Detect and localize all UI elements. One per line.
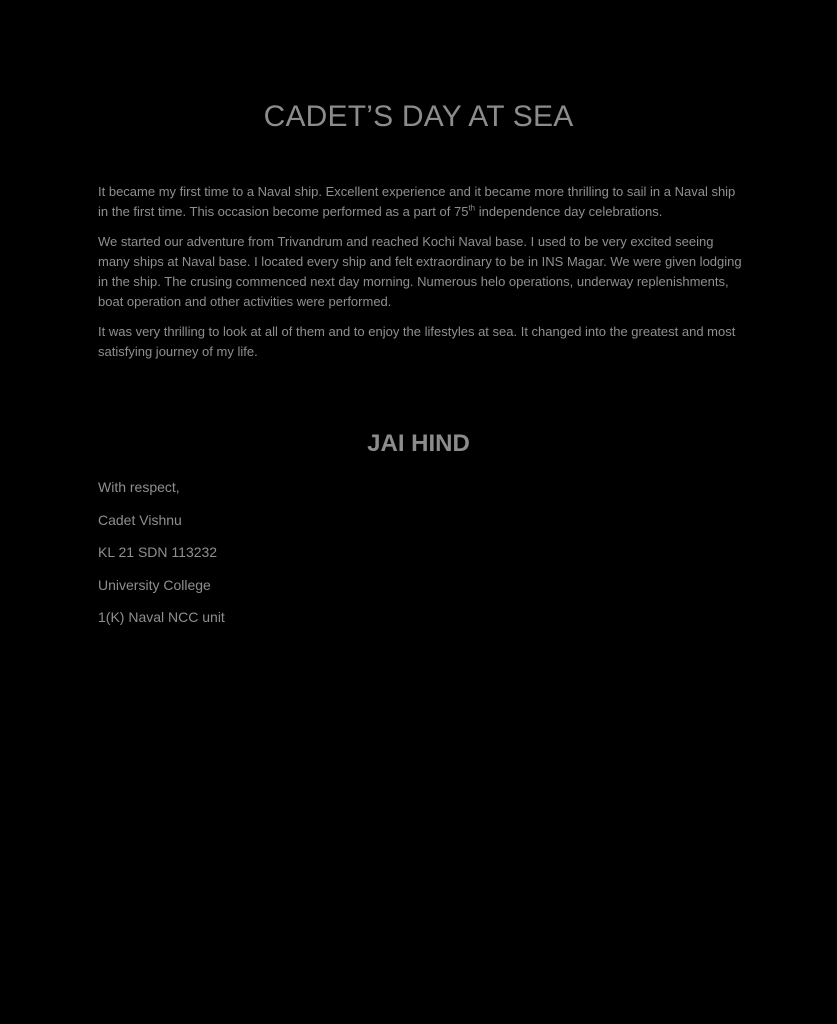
paragraph-3: It was very thrilling to look at all of them and to enjoy the lifestyles at sea. It changed into the greatest and most satisfying journey of my life.: [98, 324, 736, 359]
signature-block: [98, 476, 225, 639]
ordinal-suffix: th: [468, 203, 476, 213]
closing-slogan: JAI HIND: [367, 430, 470, 457]
college-name: University College: [98, 576, 211, 593]
signer-name: Cadet Vishnu: [98, 511, 182, 528]
document-title: CADET’S DAY AT SEA: [263, 100, 574, 133]
paragraph-2: We started our adventure from Trivandrum and reached Kochi Naval base. I used to be very excited seeing many ships at Naval base. I located every ship and felt extraordinary to be in INS Magar. We were given lodging in the ship. The crusing commenced next day morning. Numerous helo operations, underway replenishments, boat operation and other activities were performed.: [98, 234, 742, 309]
salutation: With respect,: [98, 479, 180, 495]
paragraph-1-text-end: independence day celebrations.: [475, 204, 663, 219]
paragraph-1: [98, 182, 746, 222]
paragraph-1-text: It became my first time to a Naval ship. Excellent experience and it became more thrilling to sail in a Naval ship in the first time. This occasion become performed as a part of 75: [98, 184, 736, 219]
unit-name: 1(K) Naval NCC unit: [98, 609, 225, 625]
document-body: [98, 182, 746, 372]
regimental-number: KL 21 SDN 113232: [98, 544, 218, 560]
